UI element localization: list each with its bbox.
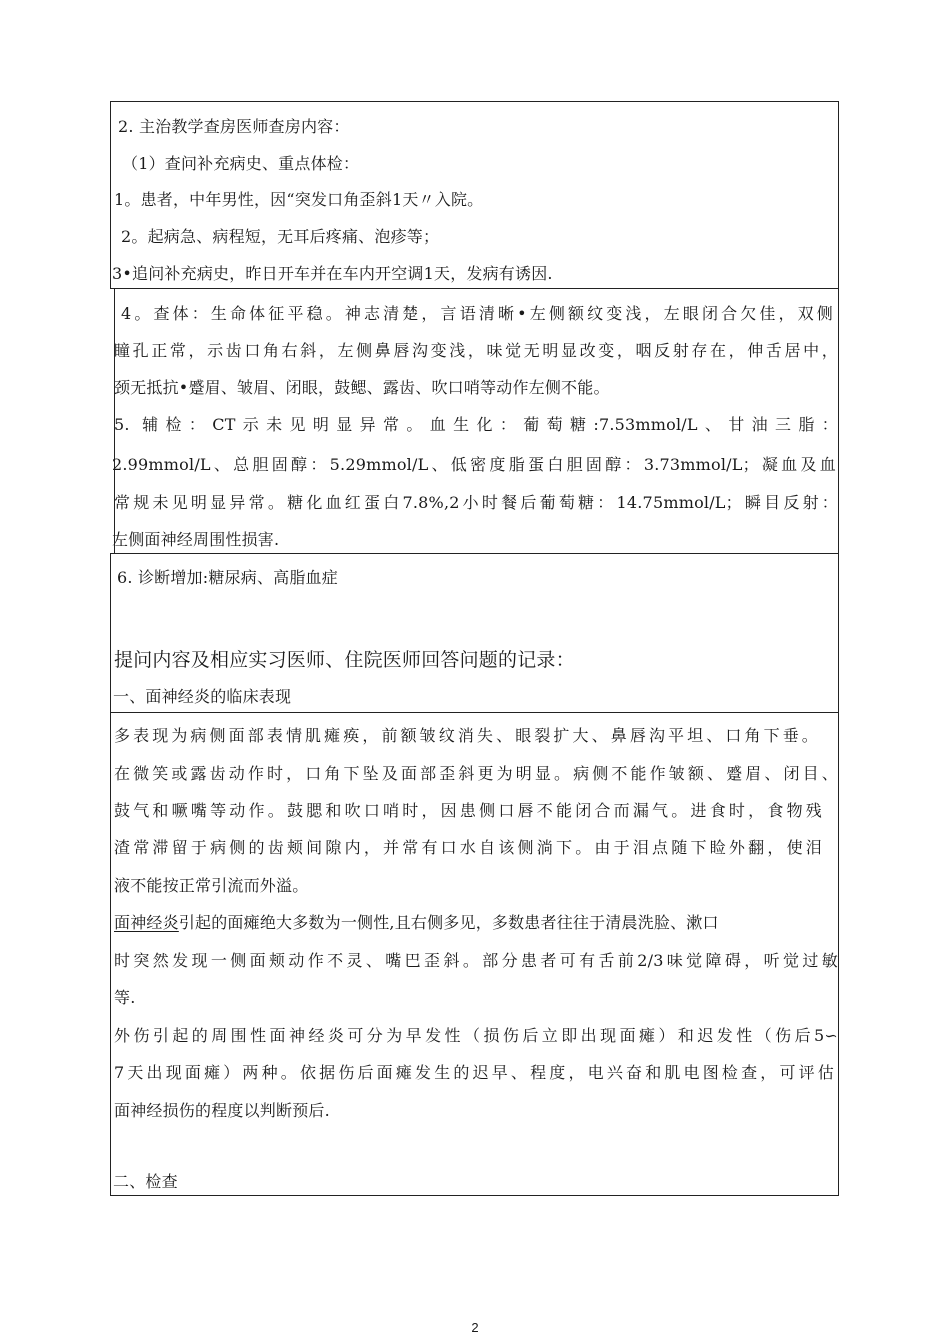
row-divider-1	[110, 288, 839, 289]
p1-line-3: 鼓气和噘嘴等动作。鼓腮和吹口哨时，因患侧口唇不能闭合而漏气。进食时，食物残	[114, 801, 822, 820]
p1-line-4: 渣常滞留于病侧的齿颊间隙内，并常有口水自该侧淌下。由于泪点随下睑外翻，使泪	[114, 838, 822, 857]
p2-line-2: 时突然发现一侧面颊动作不灵、嘴巴歪斜。部分患者可有舌前2/3味觉障碍，听觉过敏	[114, 951, 838, 970]
row-divider-3	[110, 712, 839, 713]
p1-line-5: 液不能按正常引流而外溢。	[114, 876, 309, 895]
table-bottom-border	[110, 1195, 839, 1196]
table-left-border-3	[110, 553, 111, 712]
page-number: 2	[471, 1320, 479, 1335]
p2-line-1-rest: 引起的面瘫绝大多数为一侧性,且右侧多见，多数患者往往于清晨洗脸、漱口	[178, 913, 719, 932]
table-left-border-4	[110, 712, 111, 1196]
section2-line-7: 左侧面神经周围性损害.	[112, 530, 280, 549]
facial-neuritis-link[interactable]: 面神经炎	[114, 913, 179, 932]
qa-heading: 提问内容及相应实习医师、住院医师回答问题的记录：	[114, 649, 575, 671]
p3-line-2: 7天出现面瘫）两种。依据伤后面瘫发生的迟早、程度，电兴奋和肌电图检查，可评估	[114, 1063, 834, 1082]
p1-line-2: 在微笑或露齿动作时，口角下坠及面部歪斜更为明显。病侧不能作皱额、蹙眉、闭目、	[114, 764, 838, 783]
section2-line-6: 常规未见明显异常。糖化血红蛋白7.8%,2小时餐后葡萄糖：14.75mmol/L；瞬目反射：	[114, 493, 838, 512]
section2-line-1: 4。查体：生命体征平稳。神志清楚，言语清晰•左侧额纹变浅，左眼闭合欠佳，双侧	[121, 304, 833, 323]
row-divider-2	[110, 553, 839, 554]
p2-line-1	[114, 913, 719, 933]
table-top-border	[110, 101, 839, 102]
section2-line-2: 瞳孔正常，示齿口角右斜，左侧鼻唇沟变浅，味觉无明显改变，咽反射存在，伸舌居中，	[114, 341, 838, 360]
section1-line-4: 2。起病急、病程短，无耳后疼痛、泡疹等；	[121, 227, 440, 246]
table-right-border-1	[838, 101, 839, 288]
p3-line-3: 面神经损伤的程度以判断预后.	[114, 1101, 330, 1120]
table-right-border-4	[838, 712, 839, 1196]
section2-line-5: 2.99mmol/L、总胆固醇：5.29mmol/L、低密度脂蛋白胆固醇：3.73mmol/L；凝血及血	[112, 455, 836, 474]
section2-line-3: 颈无抵抗•蹙眉、皱眉、闭眼，鼓鳃、露齿、吹口哨等动作左侧不能。	[114, 378, 610, 397]
p3-line-1: 外伤引起的周围性面神经炎可分为早发性（损伤后立即出现面瘫）和迟发性（伤后5∽	[114, 1026, 838, 1045]
section1-line-2: （1）查问补充病史、重点体检：	[122, 154, 360, 173]
section1-line-3: 1。患者，中年男性，因“突发口角歪斜1天〃入院。	[114, 190, 484, 209]
diagnosis-text: 6. 诊断增加:糖尿病、高脂血症	[117, 568, 338, 587]
p2-line-3: 等.	[114, 988, 136, 1007]
clinical-manifestation-heading: 一、面神经炎的临床表现	[113, 687, 292, 706]
section1-line-5: 3•追问补充病史，昨日开车并在车内开空调1天，发病有诱因.	[112, 264, 553, 283]
table-right-border-3	[838, 553, 839, 712]
table-left-border-1	[110, 101, 111, 288]
p1-line-1: 多表现为病侧面部表情肌瘫痪，前额皱纹消失、眼裂扩大、鼻唇沟平坦、口角下垂。	[114, 726, 818, 745]
section2-line-4: 5. 辅检：CT示未见明显异常。血生化：葡萄糖:7.53mmol/L、甘油三脂：	[114, 415, 838, 434]
exam-heading: 二、检查	[113, 1172, 178, 1191]
table-right-border-2	[838, 288, 839, 553]
section1-line-1: 2. 主治教学查房医师查房内容：	[118, 117, 350, 136]
